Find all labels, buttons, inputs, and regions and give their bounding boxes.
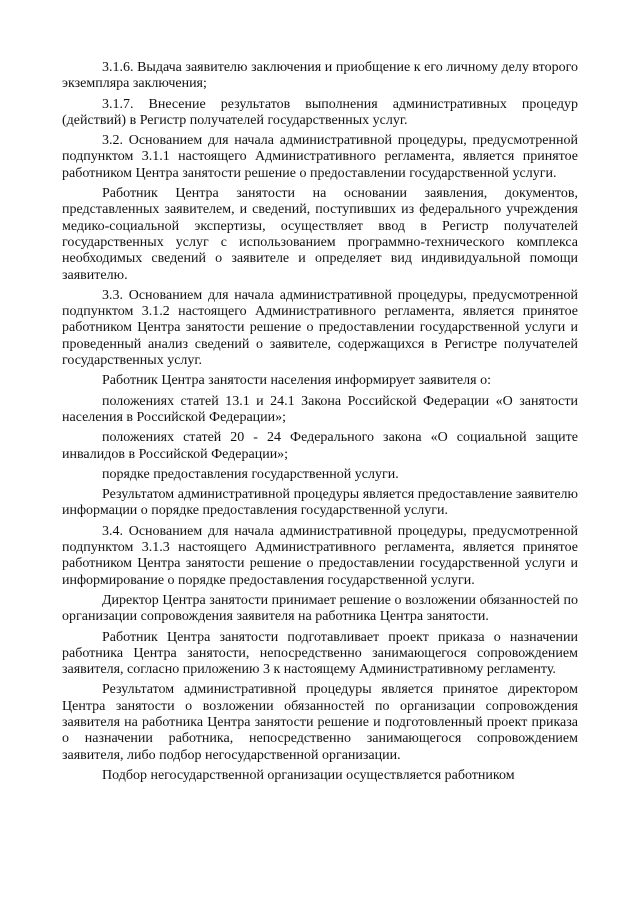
paragraph-3-3: 3.3. Основанием для начала административной процедуры, предусмотренной подпунктом 3.1.2 настоящего Административного регламента, является принятое работником Центра занятости решение о предоставлении государственной услуги и проведенный анализ сведений о заявителе, содержащихся в Регистре получателей государственных услуг.: [62, 287, 578, 369]
paragraph-3-2: 3.2. Основанием для начала административной процедуры, предусмотренной подпунктом 3.1.1 настоящего Административного регламента, является принятое работником Центра занятости решение о предоставлении государственной услуги.: [62, 133, 578, 181]
paragraph-organization-selection: Подбор негосударственной организации осуществляется работником: [102, 767, 515, 783]
document-page: [62, 60, 578, 788]
paragraph-result-information: Результатом административной процедуры является предоставление заявителю информации о порядке предоставления государственной услуги.: [62, 487, 578, 519]
paragraph-federal-law-articles: положениях статей 20 - 24 Федерального закона «О социальной защите инвалидов в Российской Федерации»;: [62, 430, 578, 462]
paragraph-result-decision: Результатом административной процедуры является принятое директором Центра занятости о возложении обязанностей по организации сопровождения заявителя на работника Центра занятости решение и подготовленный проект приказа о назначении работника, непосредственно занимающегося сопровождением заявителя, либо подбор негосударственной организации.: [62, 682, 578, 763]
paragraph-order-draft: Работник Центра занятости подготавливает проект приказа о назначении работника Центра занятости, непосредственно занимающегося сопровождением заявителя, согласно приложению 3 к настоящему Административному регламенту.: [62, 629, 578, 678]
paragraph-registry-input: Работник Центра занятости на основании заявления, документов, представленных заявителем, и сведений, поступивших из федерального учреждения медико-социальной экспертизы, осуществляет ввод в Регистр получателей государственных услуг с использованием программно-технического комплекса необходимых сведений о заявителе и определяет вид индивидуальной помощи заявителю.: [62, 186, 578, 283]
paragraph-law-articles: положениях статей 13.1 и 24.1 Закона Российской Федерации «О занятости населения в Российской Федерации»;: [62, 393, 578, 425]
paragraph-3-1-6: 3.1.6. Выдача заявителю заключения и приобщение к его личному делу второго экземпляра заключения;: [62, 60, 578, 92]
paragraph-informs-applicant: Работник Центра занятости населения информирует заявителя о:: [102, 373, 491, 389]
paragraph-service-procedure: порядке предоставления государственной услуги.: [102, 466, 399, 482]
paragraph-3-4: 3.4. Основанием для начала административной процедуры, предусмотренной подпунктом 3.1.3 настоящего Административного регламента, является принятое работником Центра занятости решение о предоставлении государственной услуги и информирование о порядке предоставления государственной услуги.: [62, 523, 578, 588]
paragraph-director-decision: Директор Центра занятости принимает решение о возложении обязанностей по организации сопровождения заявителя на работника Центра занятости.: [62, 592, 578, 625]
paragraph-3-1-7: 3.1.7. Внесение результатов выполнения административных процедур (действий) в Регистр получателей государственных услуг.: [62, 96, 578, 128]
